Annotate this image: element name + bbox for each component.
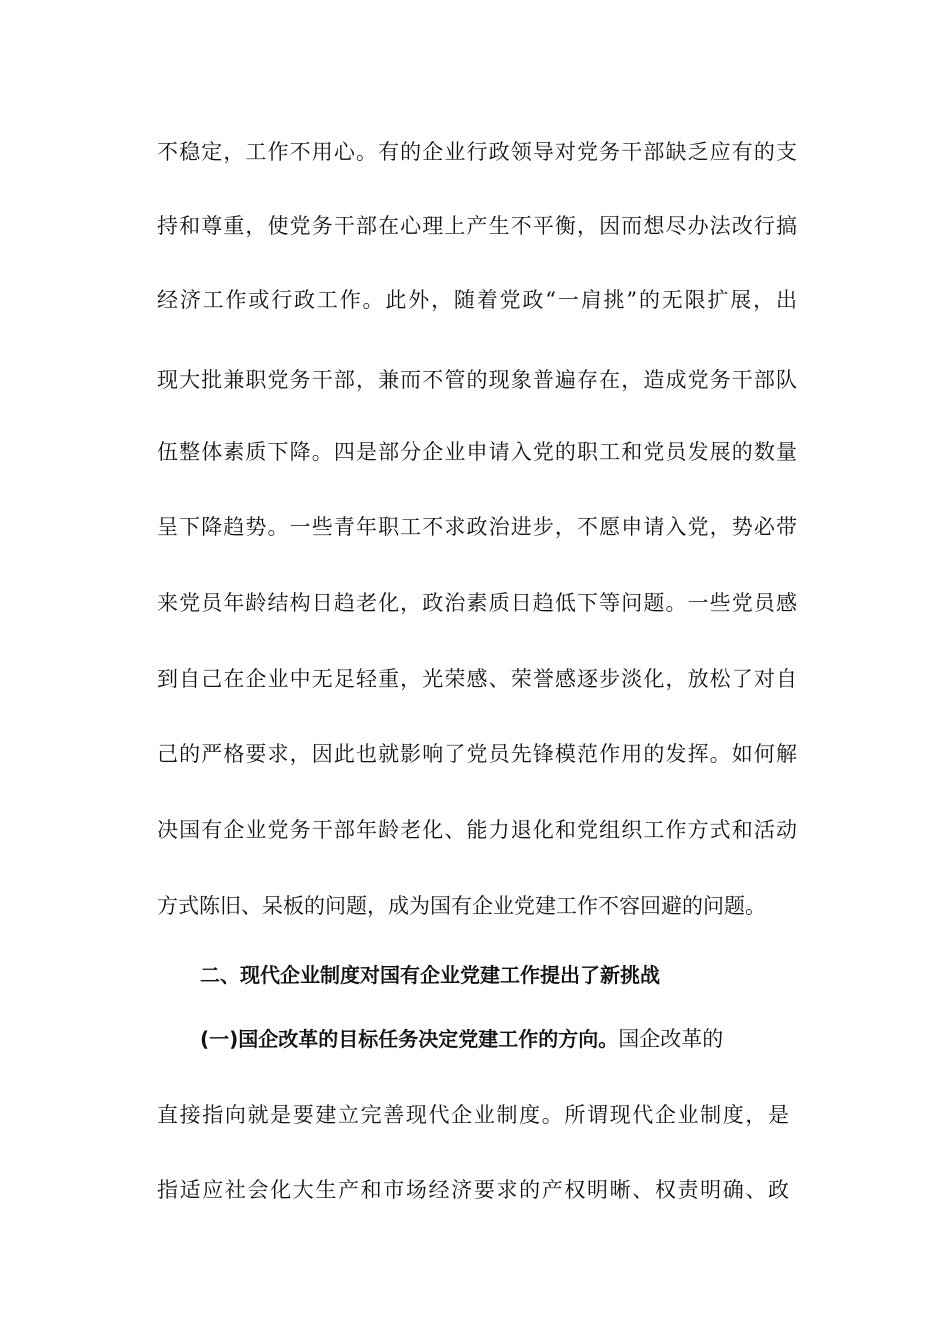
- paragraph-line-3: 经济工作或行政工作。此外，随着党政“一肩挑”的无限扩展，出: [157, 288, 797, 312]
- paragraph-line-1: 不稳定，工作不用心。有的企业行政领导对党务干部缺乏应有的支: [157, 140, 797, 164]
- subsection-lead-rest: 国企改革的: [618, 1027, 724, 1051]
- paragraph-line-4: 现大批兼职党务干部，兼而不管的现象普遍存在，造成党务干部队: [157, 368, 797, 392]
- paragraph-line-11: 方式陈旧、呆板的问题，成为国有企业党建工作不容回避的问题。: [157, 894, 766, 918]
- section-heading: 二、现代企业制度对国有企业党建工作提出了新挑战: [200, 963, 660, 987]
- paragraph-line-8: 到自己在企业中无足轻重，光荣感、荣誉感逐步淡化，放松了对自: [157, 667, 797, 691]
- paragraph-line-7: 来党员年龄结构日趋老化，政治素质日趋低下等问题。一些党员感: [157, 591, 797, 615]
- subsection-line-1: 直接指向就是要建立完善现代企业制度。所谓现代企业制度，是: [157, 1103, 789, 1127]
- subsection-bold-lead: (一)国企改革的目标任务决定党建工作的方向。: [200, 1027, 619, 1051]
- paragraph-line-2: 持和尊重，使党务干部在心理上产生不平衡，因而想尽办法改行搞: [157, 214, 797, 238]
- subsection-line-2: 指适应社会化大生产和市场经济要求的产权明晰、权责明确、政: [157, 1178, 789, 1202]
- paragraph-line-10: 决国有企业党务干部年龄老化、能力退化和党组织工作方式和活动: [157, 818, 797, 842]
- paragraph-line-6: 呈下降趋势。一些青年职工不求政治进步，不愿申请入党，势必带: [157, 515, 797, 539]
- subsection-lead-line: [200, 1024, 790, 1054]
- paragraph-line-9: 己的严格要求，因此也就影响了党员先锋模范作用的发挥。如何解: [157, 742, 797, 766]
- paragraph-line-5: 伍整体素质下降。四是部分企业申请入党的职工和党员发展的数量: [157, 440, 797, 464]
